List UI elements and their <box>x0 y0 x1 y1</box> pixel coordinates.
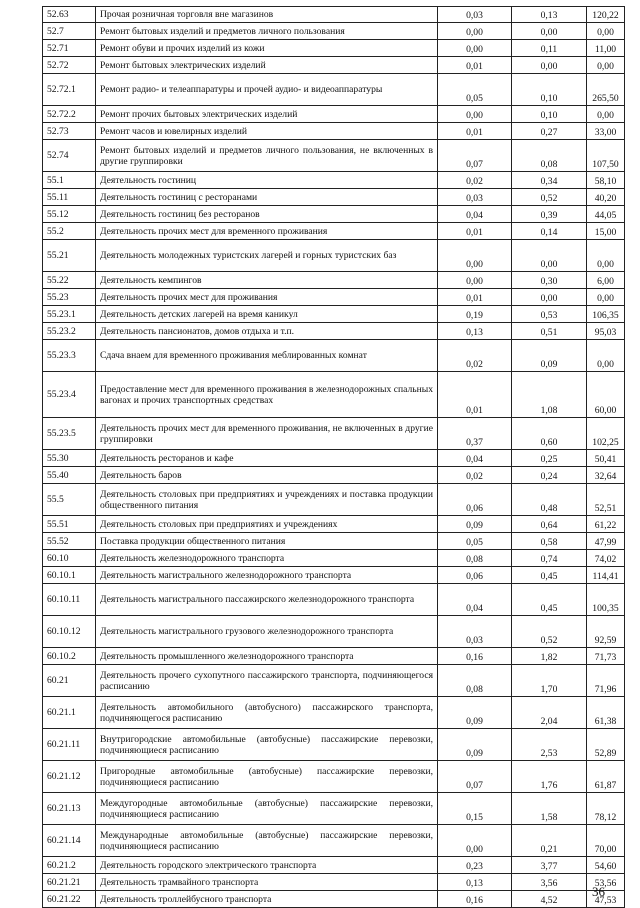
row-code: 52.71 <box>43 40 96 57</box>
row-value-2: 1,76 <box>512 761 587 793</box>
row-name: Деятельность пансионатов, домов отдыха и т.п. <box>96 323 438 340</box>
row-value-2: 0,00 <box>512 289 587 306</box>
row-name: Пригородные автомобильные (автобусные) пассажирские перевозки, подчиняющиеся расписанию <box>96 761 438 793</box>
row-value-2: 0,52 <box>512 189 587 206</box>
row-name: Деятельность прочих мест для проживания <box>96 289 438 306</box>
row-name: Деятельность магистрального грузового железнодорожного транспорта <box>96 616 438 648</box>
table-row <box>43 206 625 223</box>
row-name: Деятельность детских лагерей на время каникул <box>96 306 438 323</box>
row-value-1: 0,01 <box>438 123 512 140</box>
row-code: 60.21.11 <box>43 729 96 761</box>
table-row <box>43 306 625 323</box>
row-value-2: 0,51 <box>512 323 587 340</box>
table-row <box>43 418 625 450</box>
row-name: Деятельность трамвайного транспорта <box>96 874 438 891</box>
row-value-1: 0,03 <box>438 7 512 23</box>
row-code: 55.2 <box>43 223 96 240</box>
row-code: 55.5 <box>43 484 96 516</box>
row-value-3: 71,96 <box>587 665 625 697</box>
row-code: 55.23.1 <box>43 306 96 323</box>
table-row <box>43 533 625 550</box>
row-name: Деятельность магистрального пассажирского железнодорожного транспорта <box>96 584 438 616</box>
row-value-3: 44,05 <box>587 206 625 223</box>
row-value-3: 107,50 <box>587 140 625 172</box>
table-row <box>43 516 625 533</box>
row-value-1: 0,03 <box>438 189 512 206</box>
row-value-1: 0,01 <box>438 289 512 306</box>
row-value-2: 1,70 <box>512 665 587 697</box>
row-code: 60.10.2 <box>43 648 96 665</box>
row-value-1: 0,02 <box>438 467 512 484</box>
row-code: 55.51 <box>43 516 96 533</box>
row-value-2: 0,24 <box>512 467 587 484</box>
page-number: 36 <box>592 884 605 899</box>
row-value-3: 50,41 <box>587 450 625 467</box>
row-value-3: 58,10 <box>587 172 625 189</box>
row-value-2: 0,52 <box>512 616 587 648</box>
row-value-1: 0,01 <box>438 223 512 240</box>
row-value-3: 71,73 <box>587 648 625 665</box>
table-row <box>43 140 625 172</box>
row-name: Ремонт бытовых изделий и предметов личного пользования, не включенных в другие группировки <box>96 140 438 172</box>
row-value-2: 2,04 <box>512 697 587 729</box>
row-value-1: 0,13 <box>438 323 512 340</box>
row-code: 60.21 <box>43 665 96 697</box>
row-value-1: 0,08 <box>438 550 512 567</box>
row-name: Деятельность городского электрического транспорта <box>96 857 438 874</box>
row-code: 60.10.11 <box>43 584 96 616</box>
row-code: 55.30 <box>43 450 96 467</box>
row-code: 60.21.21 <box>43 874 96 891</box>
table-row <box>43 340 625 372</box>
row-value-2: 1,08 <box>512 372 587 418</box>
row-name: Деятельность ресторанов и кафе <box>96 450 438 467</box>
row-code: 60.21.13 <box>43 793 96 825</box>
table-row <box>43 648 625 665</box>
row-value-3: 0,00 <box>587 23 625 40</box>
table-row <box>43 450 625 467</box>
row-code: 55.40 <box>43 467 96 484</box>
row-value-3: 102,25 <box>587 418 625 450</box>
row-value-1: 0,00 <box>438 240 512 272</box>
row-name: Деятельность гостиниц с ресторанами <box>96 189 438 206</box>
table-row <box>43 467 625 484</box>
row-value-1: 0,02 <box>438 172 512 189</box>
row-code: 60.10 <box>43 550 96 567</box>
row-value-1: 0,09 <box>438 516 512 533</box>
row-name: Предоставление мест для временного проживания в железнодорожных спальных вагонах и прочих транспортных средствах <box>96 372 438 418</box>
row-name: Деятельность магистрального железнодорожного транспорта <box>96 567 438 584</box>
row-value-1: 0,13 <box>438 874 512 891</box>
table-row <box>43 484 625 516</box>
row-value-1: 0,01 <box>438 57 512 74</box>
row-value-2: 0,10 <box>512 106 587 123</box>
row-value-3: 61,38 <box>587 697 625 729</box>
table-row <box>43 372 625 418</box>
row-value-3: 47,53 <box>587 891 625 908</box>
row-value-3: 32,64 <box>587 467 625 484</box>
row-name: Ремонт бытовых изделий и предметов личного пользования <box>96 23 438 40</box>
row-name: Междугородные автомобильные (автобусные) пассажирские перевозки, подчиняющиеся расписанию <box>96 793 438 825</box>
row-value-1: 0,03 <box>438 616 512 648</box>
row-value-1: 0,05 <box>438 533 512 550</box>
table-row <box>43 793 625 825</box>
row-value-3: 53,56 <box>587 874 625 891</box>
table-row <box>43 223 625 240</box>
row-value-1: 0,04 <box>438 584 512 616</box>
row-value-2: 0,30 <box>512 272 587 289</box>
row-value-3: 0,00 <box>587 289 625 306</box>
row-value-2: 0,00 <box>512 240 587 272</box>
row-value-1: 0,06 <box>438 567 512 584</box>
row-value-3: 0,00 <box>587 106 625 123</box>
row-value-3: 61,87 <box>587 761 625 793</box>
row-value-3: 47,99 <box>587 533 625 550</box>
row-name: Ремонт радио- и телеаппаратуры и прочей аудио- и видеоаппаратуры <box>96 74 438 106</box>
row-name: Поставка продукции общественного питания <box>96 533 438 550</box>
row-value-1: 0,19 <box>438 306 512 323</box>
row-value-3: 54,60 <box>587 857 625 874</box>
table-row <box>43 761 625 793</box>
row-code: 55.23.4 <box>43 372 96 418</box>
row-value-3: 15,00 <box>587 223 625 240</box>
row-value-3: 100,35 <box>587 584 625 616</box>
row-value-2: 0,74 <box>512 550 587 567</box>
table-row <box>43 857 625 874</box>
row-code: 55.23.2 <box>43 323 96 340</box>
row-value-2: 0,00 <box>512 23 587 40</box>
row-value-3: 78,12 <box>587 793 625 825</box>
row-value-2: 0,45 <box>512 567 587 584</box>
table-row <box>43 106 625 123</box>
row-value-1: 0,16 <box>438 648 512 665</box>
row-value-3: 40,20 <box>587 189 625 206</box>
row-name: Деятельность автомобильного (автобусного) пассажирского транспорта, подчиняющегося расписанию <box>96 697 438 729</box>
row-code: 60.21.1 <box>43 697 96 729</box>
row-value-2: 0,08 <box>512 140 587 172</box>
row-value-1: 0,00 <box>438 23 512 40</box>
row-value-1: 0,15 <box>438 793 512 825</box>
row-name: Сдача внаем для временного проживания меблированных комнат <box>96 340 438 372</box>
row-name: Деятельность прочих мест для временного проживания <box>96 223 438 240</box>
row-name: Деятельность гостиниц <box>96 172 438 189</box>
row-name: Деятельность кемпингов <box>96 272 438 289</box>
row-code: 52.63 <box>43 7 96 23</box>
row-value-1: 0,23 <box>438 857 512 874</box>
table-row <box>43 697 625 729</box>
row-value-2: 0,58 <box>512 533 587 550</box>
row-value-3: 0,00 <box>587 340 625 372</box>
row-value-1: 0,07 <box>438 140 512 172</box>
table-row <box>43 323 625 340</box>
row-value-1: 0,09 <box>438 697 512 729</box>
row-value-1: 0,01 <box>438 372 512 418</box>
table-row <box>43 584 625 616</box>
row-name: Прочая розничная торговля вне магазинов <box>96 7 438 23</box>
row-name: Деятельность столовых при предприятиях и учреждениях и поставка продукции общественного питания <box>96 484 438 516</box>
row-value-3: 60,00 <box>587 372 625 418</box>
row-value-2: 0,53 <box>512 306 587 323</box>
row-value-2: 4,52 <box>512 891 587 908</box>
row-code: 55.23.5 <box>43 418 96 450</box>
row-name: Ремонт прочих бытовых электрических изделий <box>96 106 438 123</box>
row-value-1: 0,09 <box>438 729 512 761</box>
table-row <box>43 189 625 206</box>
table-row <box>43 172 625 189</box>
row-name: Деятельность прочего сухопутного пассажирского транспорта, подчиняющегося расписанию <box>96 665 438 697</box>
row-code: 52.73 <box>43 123 96 140</box>
row-code: 60.21.14 <box>43 825 96 857</box>
table-row <box>43 874 625 891</box>
data-table <box>42 6 625 908</box>
table-row <box>43 567 625 584</box>
row-name: Ремонт бытовых электрических изделий <box>96 57 438 74</box>
row-name: Деятельность троллейбусного транспорта <box>96 891 438 908</box>
row-name: Внутригородские автомобильные (автобусные) пассажирские перевозки, подчиняющиеся расписанию <box>96 729 438 761</box>
table-row <box>43 240 625 272</box>
row-value-1: 0,02 <box>438 340 512 372</box>
row-value-2: 0,39 <box>512 206 587 223</box>
row-value-3: 52,51 <box>587 484 625 516</box>
table-row <box>43 57 625 74</box>
table-row <box>43 7 625 23</box>
row-name: Деятельность промышленного железнодорожного транспорта <box>96 648 438 665</box>
table-row <box>43 825 625 857</box>
row-code: 55.23.3 <box>43 340 96 372</box>
row-value-3: 74,02 <box>587 550 625 567</box>
row-code: 60.10.1 <box>43 567 96 584</box>
row-value-2: 0,48 <box>512 484 587 516</box>
row-value-1: 0,05 <box>438 74 512 106</box>
row-code: 55.52 <box>43 533 96 550</box>
row-code: 55.23 <box>43 289 96 306</box>
row-value-2: 3,56 <box>512 874 587 891</box>
row-value-1: 0,04 <box>438 206 512 223</box>
table-row <box>43 616 625 648</box>
row-code: 60.21.2 <box>43 857 96 874</box>
row-name: Деятельность гостиниц без ресторанов <box>96 206 438 223</box>
row-value-3: 92,59 <box>587 616 625 648</box>
row-value-1: 0,07 <box>438 761 512 793</box>
row-value-3: 52,89 <box>587 729 625 761</box>
row-value-2: 0,14 <box>512 223 587 240</box>
table-row <box>43 74 625 106</box>
row-code: 55.21 <box>43 240 96 272</box>
table-row <box>43 40 625 57</box>
row-value-2: 0,09 <box>512 340 587 372</box>
row-value-2: 0,21 <box>512 825 587 857</box>
table-row <box>43 665 625 697</box>
row-value-2: 0,13 <box>512 7 587 23</box>
row-value-3: 0,00 <box>587 57 625 74</box>
row-value-3: 0,00 <box>587 240 625 272</box>
table-row <box>43 550 625 567</box>
row-value-2: 0,00 <box>512 57 587 74</box>
row-value-3: 11,00 <box>587 40 625 57</box>
row-value-1: 0,00 <box>438 272 512 289</box>
row-code: 52.74 <box>43 140 96 172</box>
row-code: 52.72.1 <box>43 74 96 106</box>
row-value-3: 120,22 <box>587 7 625 23</box>
table-body <box>43 7 625 908</box>
row-value-2: 0,45 <box>512 584 587 616</box>
table-row <box>43 123 625 140</box>
row-code: 55.1 <box>43 172 96 189</box>
row-value-3: 95,03 <box>587 323 625 340</box>
row-name: Ремонт обуви и прочих изделий из кожи <box>96 40 438 57</box>
row-code: 60.21.12 <box>43 761 96 793</box>
row-code: 60.21.22 <box>43 891 96 908</box>
table-row <box>43 23 625 40</box>
row-value-1: 0,08 <box>438 665 512 697</box>
row-code: 52.72 <box>43 57 96 74</box>
row-value-3: 265,50 <box>587 74 625 106</box>
row-value-1: 0,37 <box>438 418 512 450</box>
table-row <box>43 272 625 289</box>
row-value-2: 0,25 <box>512 450 587 467</box>
row-code: 60.10.12 <box>43 616 96 648</box>
row-code: 55.22 <box>43 272 96 289</box>
row-value-1: 0,04 <box>438 450 512 467</box>
row-name: Деятельность железнодорожного транспорта <box>96 550 438 567</box>
row-value-2: 0,27 <box>512 123 587 140</box>
row-value-2: 3,77 <box>512 857 587 874</box>
row-name: Деятельность прочих мест для временного проживания, не включенных в другие группировки <box>96 418 438 450</box>
row-code: 52.7 <box>43 23 96 40</box>
row-value-3: 33,00 <box>587 123 625 140</box>
row-value-3: 61,22 <box>587 516 625 533</box>
row-value-3: 114,41 <box>587 567 625 584</box>
row-value-2: 1,58 <box>512 793 587 825</box>
table-row <box>43 729 625 761</box>
row-value-2: 1,82 <box>512 648 587 665</box>
row-value-2: 0,11 <box>512 40 587 57</box>
row-code: 52.72.2 <box>43 106 96 123</box>
row-name: Ремонт часов и ювелирных изделий <box>96 123 438 140</box>
row-value-2: 0,64 <box>512 516 587 533</box>
row-value-1: 0,06 <box>438 484 512 516</box>
table-row <box>43 289 625 306</box>
row-name: Международные автомобильные (автобусные) пассажирские перевозки, подчиняющиеся расписанию <box>96 825 438 857</box>
row-value-2: 0,34 <box>512 172 587 189</box>
row-value-2: 0,60 <box>512 418 587 450</box>
row-name: Деятельность молодежных туристских лагерей и горных туристских баз <box>96 240 438 272</box>
row-value-1: 0,00 <box>438 40 512 57</box>
row-name: Деятельность столовых при предприятиях и учреждениях <box>96 516 438 533</box>
row-value-2: 2,53 <box>512 729 587 761</box>
row-value-1: 0,00 <box>438 825 512 857</box>
row-name: Деятельность баров <box>96 467 438 484</box>
row-value-2: 0,10 <box>512 74 587 106</box>
row-value-3: 70,00 <box>587 825 625 857</box>
row-value-1: 0,16 <box>438 891 512 908</box>
row-code: 55.12 <box>43 206 96 223</box>
row-value-3: 106,35 <box>587 306 625 323</box>
row-value-1: 0,00 <box>438 106 512 123</box>
row-value-3: 6,00 <box>587 272 625 289</box>
row-code: 55.11 <box>43 189 96 206</box>
